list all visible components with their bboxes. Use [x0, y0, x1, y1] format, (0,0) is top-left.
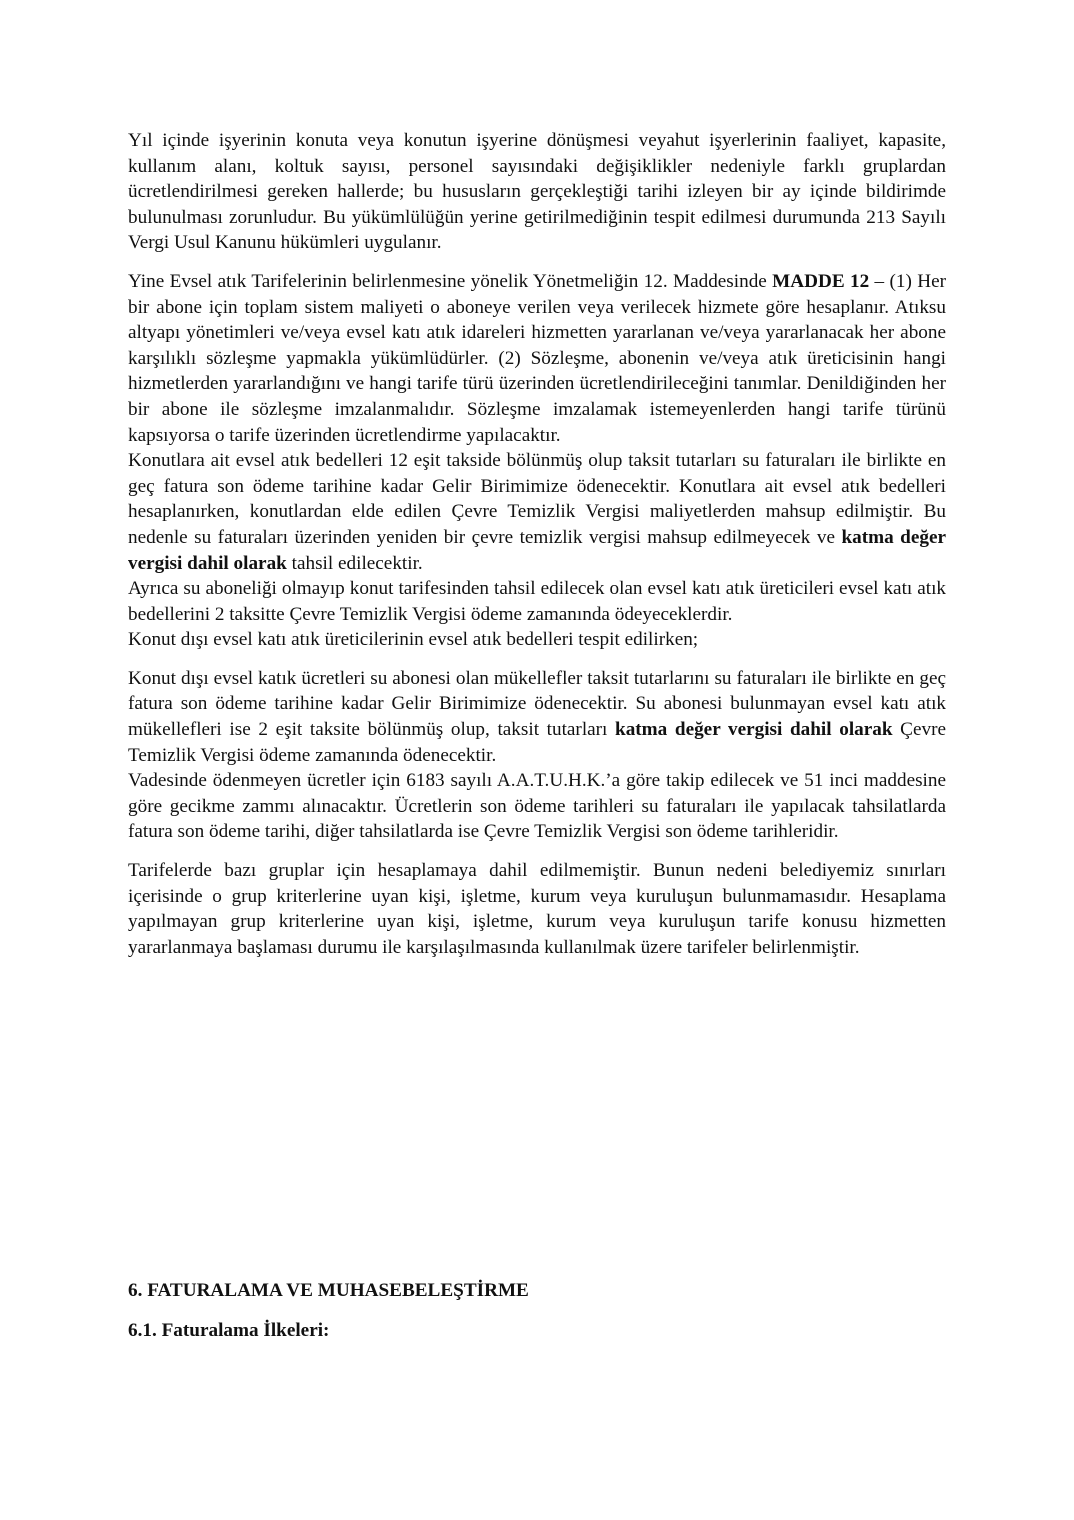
paragraph-text: Konut dışı evsel katık ücretleri su abonesi olan mükellefler taksit tutarlarını su faturaları ile birlikte en geç fatura son ödeme tarihine kadar Gelir Birimimize ödenecektir. Su abonesi bulunmayan evsel katı atık mükellefleri ise 2 eşit taksite bölünmüş olup, taksit tutarları: [128, 667, 946, 741]
paragraph-late-payment: [128, 768, 946, 845]
paragraph-text: tahsil edilecektir.: [286, 552, 423, 574]
paragraph-non-residential-intro: [128, 627, 946, 653]
paragraph-tariff-groups: [128, 858, 946, 960]
paragraph-workplace-conversion: [128, 128, 946, 256]
bold-vat-included: katma değer vergisi dahil olarak: [615, 719, 893, 741]
paragraph-text: Yıl içinde işyerinin konuta veya konutun işyerine dönüşmesi veyahut işyerlerinin faaliyet, kapasite, kullanım alanı, koltuk sayısı, personel sayısındaki değişiklikler nedeniyle farklı gruplardan ücretlendirilmesi gereken hallerde; bu hususların gerçekleştiği tarihi izleyen bir ay içinde bildirimde bulunulması zorunludur. Bu yükümlülüğün yerine getirilmediğinin tespit edilmesi durumunda 213 Sayılı Vergi Usul Kanunu hükümleri uygulanır.: [128, 130, 946, 254]
paragraph-text: Konutlara ait evsel atık bedelleri 12 eşit takside bölünmüş olup taksit tutarları su faturaları ile birlikte en geç fatura son ödeme tarihine kadar Gelir Birimimize ödenecektir. Konutlara ait evsel atık bedelleri hesaplanırken, konutlardan elde edilen Çevre Temizlik Vergisi maliyetlerden mahsup edilmiştir. Bu nedenle su faturaları üzerinden yeniden bir çevre temizlik vergisi mahsup edilmeyecek ve: [128, 450, 946, 548]
paragraph-text: Tarifelerde bazı gruplar için hesaplamaya dahil edilmemiştir. Bunun nedeni belediyemiz sınırları içerisinde o grup kriterlerine uyan kişi, işletme, kurum veya kuruluşun bulunmamasıdır. Hesaplama yapılmayan grup kriterlerine uyan kişi, işletme, kurum veya kuruluşun tarife konusu hizmetten yararlanmaya başlaması durumu ile karşılaşılmasında kullanılmak üzere tarifeler belirlenmiştir.: [128, 860, 946, 958]
bold-article-reference: MADDE 12: [772, 270, 870, 292]
section-heading: 6. FATURALAMA VE MUHASEBELEŞTİRME: [128, 1280, 529, 1301]
paragraph-non-residential-fees: [128, 666, 946, 768]
paragraph-non-subscriber-residential: [128, 576, 946, 627]
paragraph-text: Çevre Temizlik Vergisi ödeme zamanında ödenecektir.: [128, 719, 946, 766]
section-headings: [128, 1278, 946, 1343]
paragraph-text: – (1) Her bir abone için toplam sistem maliyeti o aboneye verilen veya verilecek hizmete göre hesaplanır. Atıksu altyapı yönetimleri ve/veya evsel katı atık idareleri hizmetten yararlanan ve/veya yararlanacak her abone karşılıklı sözleşme yapmakla yükümlüdürler. (2) Sözleşme, abonenin ve/veya atık üreticisinin hangi hizmetlerden yararlandığını ve hangi tarife türü üzerinden ücretlendirileceğini tanımlar. Denildiğinden her bir abone ile sözleşme imzalanmalıdır. Sözleşme imzalamak istemeyenlerden hangi tarife türünü kapsıyorsa o tarife üzerinden ücretlendirme yapılacaktır.: [128, 270, 946, 446]
paragraph-text: Vadesinde ödenmeyen ücretler için 6183 sayılı A.A.T.U.H.K.’a göre takip edilecek ve 51 inci maddesine göre gecikme zammı alınacaktır. Ücretlerin son ödeme tarihleri su faturaları ile yapılacak tahsilatlarda fatura son ödeme tarihi, diğer tahsilatlarda ise Çevre Temizlik Vergisi son ödeme tarihleridir.: [128, 770, 946, 843]
bold-vat-included: katma değer vergisi dahil olarak: [128, 526, 946, 574]
paragraph-text: Konut dışı evsel katı atık üreticilerinin evsel atık bedelleri tespit edilirken;: [128, 629, 699, 651]
paragraph-residential-fees: [128, 448, 946, 576]
paragraph-text: Ayrıca su aboneliği olmayıp konut tarifesinden tahsil edilecek olan evsel katı atık üreticileri evsel katı atık bedellerini 2 taksitte Çevre Temizlik Vergisi ödeme zamanında ödeyeceklerdir.: [128, 578, 946, 625]
subsection-heading: 6.1. Faturalama İlkeleri:: [128, 1319, 330, 1341]
paragraph-regulation-article-12: [128, 269, 946, 448]
document-body: [128, 128, 946, 960]
paragraph-text: Yine Evsel atık Tarifelerinin belirlenmesine yönelik Yönetmeliğin 12. Maddesinde: [128, 270, 773, 292]
